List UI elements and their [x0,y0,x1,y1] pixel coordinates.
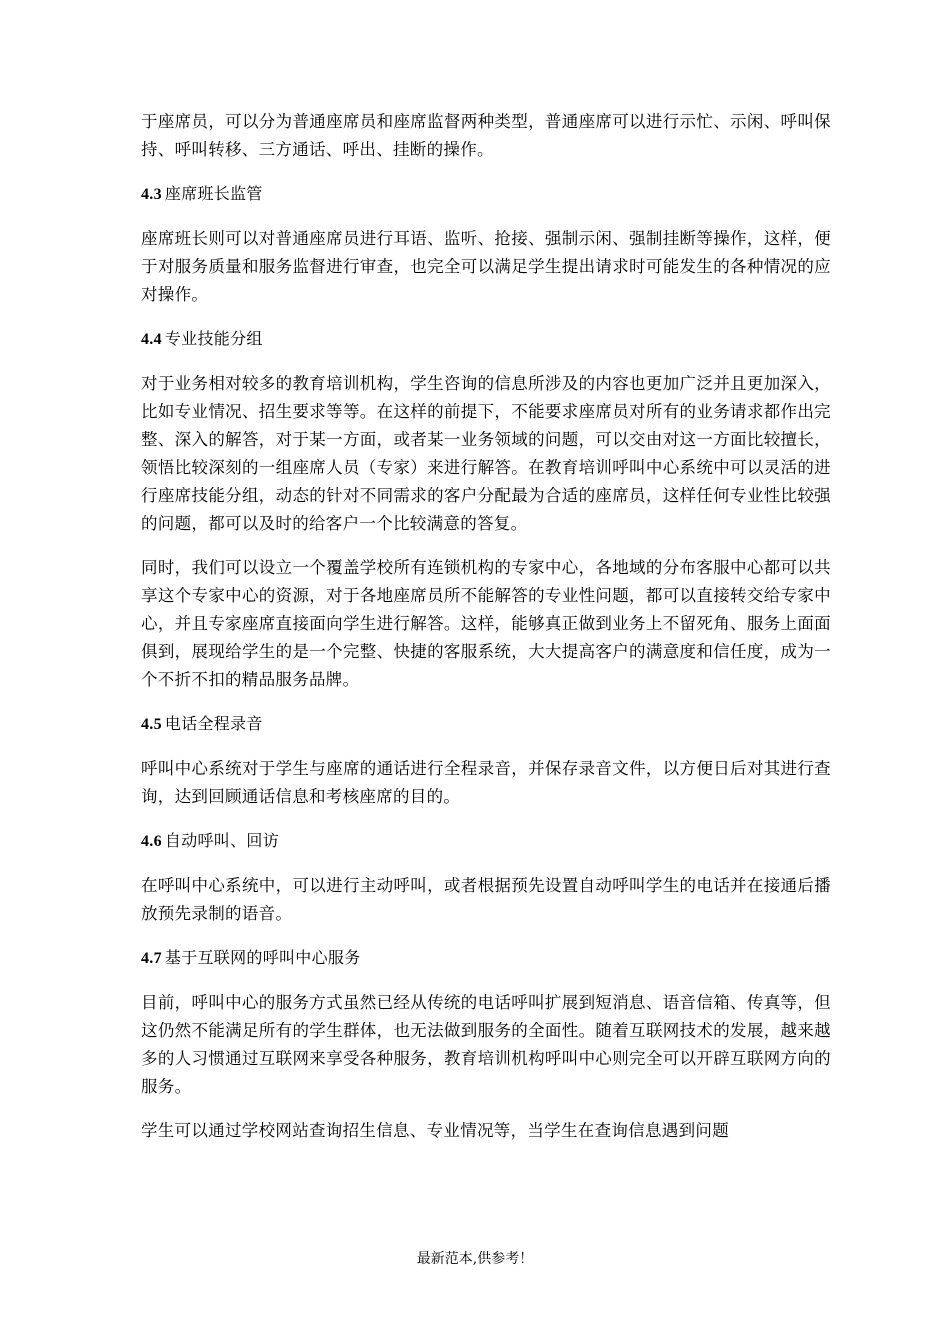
page-footer: 最新范本,供参考！ [416,1251,534,1267]
section-number: 4.4 [141,331,162,348]
section-number: 4.7 [141,950,162,967]
section-title: 专业技能分组 [164,329,263,348]
section-title: 座席班长监管 [164,184,263,203]
paragraph: 对于业务相对较多的教育培训机构，学生咨询的信息所涉及的内容也更加广泛并且更加深入，比如专业情况、招生要求等等。在这样的前提下，不能要求座席员对所有的业务请求都作出完整、深入的解答，对于某一方面，或者某一业务领域的问题，可以交由对这一方面比较擅长，领悟比较深刻的一组座席人员（专家）来进行解答。在教育培训呼叫中心系统中可以灵活的进行座席技能分组，动态的针对不同需求的客户分配最为合适的座席员，这样任何专业性比较强的问题，都可以及时的给客户一个比较满意的答复。 [141,374,831,533]
document-page [141,108,831,1161]
section-title: 电话全程录音 [164,714,263,733]
paragraph: 目前，呼叫中心的服务方式虽然已经从传统的电话呼叫扩展到短消息、语音信箱、传真等，但这仍然不能满足所有的学生群体，也无法做到服务的全面性。随着互联网技术的发展，越来越多的人习惯通过互联网来享受各种服务，教育培训机构呼叫中心则完全可以开辟互联网方向的服务。 [141,993,831,1096]
section-heading-4-5 [141,710,831,739]
section-heading-4-7 [141,944,831,973]
paragraph: 学生可以通过学校网站查询招生信息、专业情况等，当学生在查询信息遇到问题 [141,1121,729,1140]
section-number: 4.5 [141,716,162,733]
section-heading-4-3 [141,180,831,209]
section-heading-4-6 [141,827,831,856]
paragraph: 在呼叫中心系统中，可以进行主动呼叫，或者根据预先设置自动呼叫学生的电话并在接通后播放预先录制的语音。 [141,876,831,923]
paragraph: 同时，我们可以设立一个覆盖学校所有连锁机构的专家中心，各地域的分布客服中心都可以共享这个专家中心的资源，对于各地座席员所不能解答的专业性问题，都可以直接转交给专家中心，并且专家座席直接面向学生进行解答。这样，能够真正做到业务上不留死角、服务上面面俱到，展现给学生的是一个完整、快捷的客服系统，大大提高客户的满意度和信任度，成为一个不折不扣的精品服务品牌。 [141,558,831,689]
section-title: 自动呼叫、回访 [164,831,280,850]
paragraph: 于座席员，可以分为普通座席员和座席监督两种类型，普通座席可以进行示忙、示闲、呼叫保持、呼叫转移、三方通话、呼出、挂断的操作。 [141,112,831,159]
section-number: 4.6 [141,833,162,850]
section-number: 4.3 [141,186,162,203]
section-title: 基于互联网的呼叫中心服务 [164,948,361,967]
paragraph: 座席班长则可以对普通座席员进行耳语、监听、抢接、强制示闲、强制挂断等操作，这样，便于对服务质量和服务监督进行审查，也完全可以满足学生提出请求时可能发生的各种情况的应对操作。 [141,229,831,304]
paragraph: 呼叫中心系统对于学生与座席的通话进行全程录音，并保存录音文件，以方便日后对其进行查询，达到回顾通话信息和考核座席的目的。 [141,759,831,806]
section-heading-4-4 [141,325,831,354]
